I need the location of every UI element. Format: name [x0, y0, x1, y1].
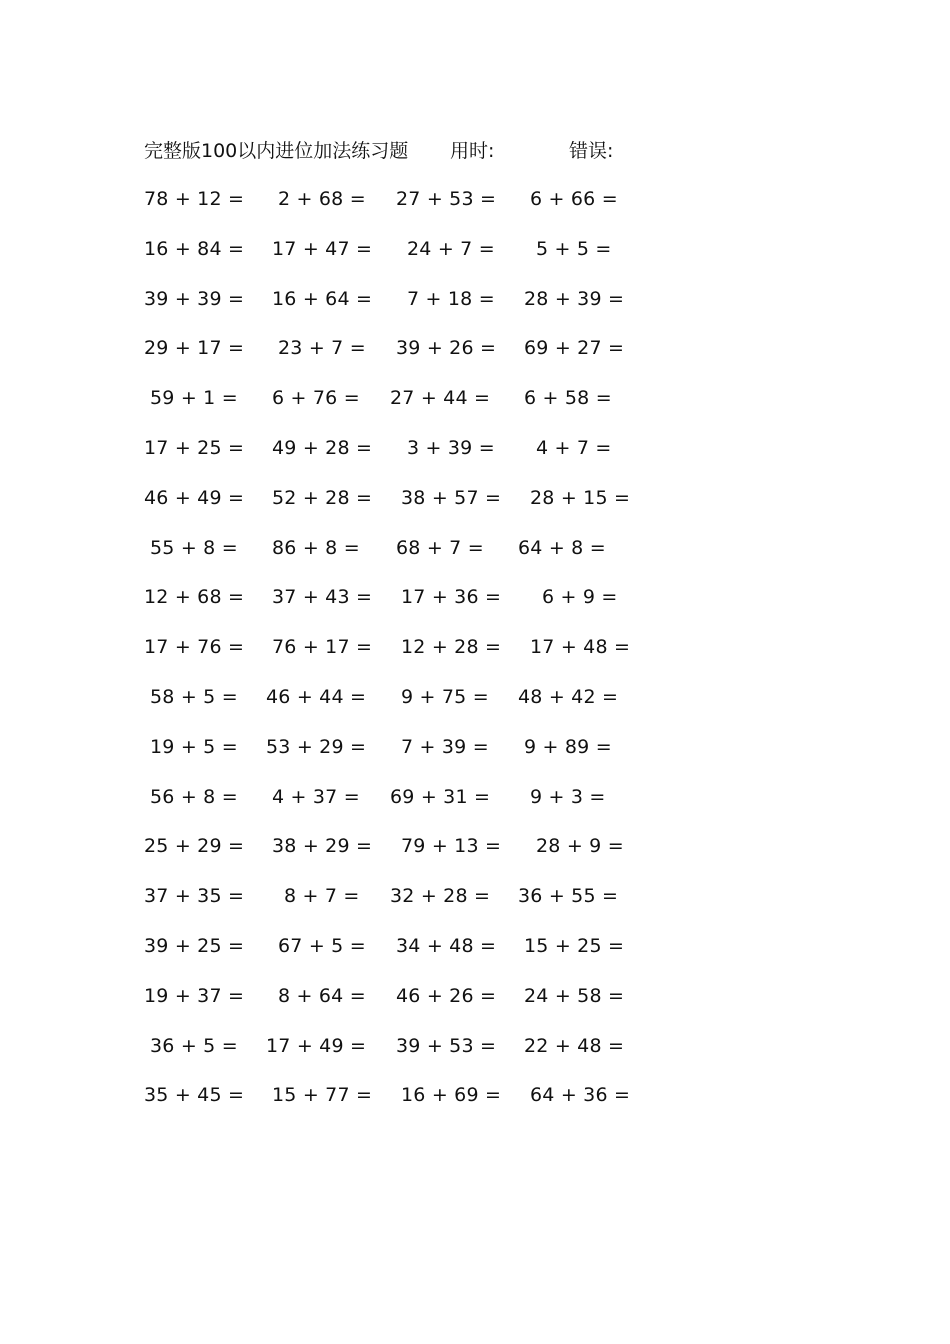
problem-row [0, 533, 950, 583]
addition-problem: 49 + 28 = [272, 436, 373, 459]
addition-problem: 46 + 26 = [396, 984, 497, 1007]
addition-problem: 19 + 5 = [150, 735, 238, 758]
addition-problem: 69 + 31 = [390, 785, 491, 808]
problem-row [0, 881, 950, 931]
addition-problem: 48 + 42 = [518, 685, 619, 708]
addition-problem: 15 + 77 = [272, 1084, 373, 1107]
addition-problem: 6 + 58 = [524, 387, 612, 410]
addition-problem: 78 + 12 = [144, 188, 245, 210]
addition-problem: 36 + 5 = [150, 1034, 238, 1057]
addition-problem: 38 + 29 = [272, 835, 373, 858]
problem-row [0, 782, 950, 832]
addition-problem: 16 + 64 = [272, 287, 373, 310]
problem-row [0, 284, 950, 334]
addition-problem: 67 + 5 = [278, 934, 366, 957]
addition-problem: 17 + 76 = [144, 636, 245, 659]
addition-problem: 7 + 39 = [401, 735, 489, 758]
addition-problem: 56 + 8 = [150, 785, 238, 808]
addition-problem: 52 + 28 = [272, 486, 373, 509]
problem-row [0, 632, 950, 682]
worksheet-title: 完整版100以内进位加法练习题 [144, 140, 409, 162]
problem-row [0, 483, 950, 533]
addition-problem: 27 + 44 = [390, 387, 491, 410]
problem-row [0, 184, 950, 234]
addition-problem: 39 + 26 = [396, 337, 497, 360]
addition-problem: 2 + 68 = [278, 188, 366, 210]
problem-row [0, 234, 950, 284]
addition-problem: 3 + 39 = [407, 436, 495, 459]
problem-row [0, 682, 950, 732]
addition-problem: 17 + 48 = [530, 636, 631, 659]
errors-label: 错误: [569, 140, 614, 162]
addition-problem: 28 + 39 = [524, 287, 625, 310]
addition-problem: 9 + 3 = [530, 785, 606, 808]
addition-problem: 76 + 17 = [272, 636, 373, 659]
problem-row [0, 931, 950, 981]
addition-problem: 79 + 13 = [401, 835, 502, 858]
addition-problem: 68 + 7 = [396, 536, 484, 559]
problem-row [0, 831, 950, 881]
addition-problem: 38 + 57 = [401, 486, 502, 509]
addition-problem: 58 + 5 = [150, 685, 238, 708]
addition-problem: 69 + 27 = [524, 337, 625, 360]
problem-row [0, 981, 950, 1031]
problem-row [0, 333, 950, 383]
addition-problem: 24 + 58 = [524, 984, 625, 1007]
addition-problem: 59 + 1 = [150, 387, 238, 410]
addition-problem: 86 + 8 = [272, 536, 360, 559]
time-used-label: 用时: [450, 140, 495, 162]
addition-problem: 32 + 28 = [390, 885, 491, 908]
addition-problem: 39 + 25 = [144, 934, 245, 957]
addition-problem: 6 + 66 = [530, 188, 618, 210]
addition-problem: 19 + 37 = [144, 984, 245, 1007]
problem-grid [0, 184, 950, 1130]
addition-problem: 46 + 49 = [144, 486, 245, 509]
addition-problem: 24 + 7 = [407, 237, 495, 260]
addition-problem: 9 + 75 = [401, 685, 489, 708]
addition-problem: 15 + 25 = [524, 934, 625, 957]
addition-problem: 46 + 44 = [266, 685, 367, 708]
addition-problem: 17 + 49 = [266, 1034, 367, 1057]
addition-problem: 55 + 8 = [150, 536, 238, 559]
problem-row [0, 1080, 950, 1130]
addition-problem: 64 + 8 = [518, 536, 606, 559]
addition-problem: 64 + 36 = [530, 1084, 631, 1107]
addition-problem: 39 + 53 = [396, 1034, 497, 1057]
addition-problem: 53 + 29 = [266, 735, 367, 758]
addition-problem: 6 + 76 = [272, 387, 360, 410]
addition-problem: 8 + 7 = [284, 885, 360, 908]
addition-problem: 36 + 55 = [518, 885, 619, 908]
addition-problem: 34 + 48 = [396, 934, 497, 957]
addition-problem: 28 + 9 = [536, 835, 624, 858]
addition-problem: 25 + 29 = [144, 835, 245, 858]
addition-problem: 8 + 64 = [278, 984, 366, 1007]
addition-problem: 28 + 15 = [530, 486, 631, 509]
addition-problem: 39 + 39 = [144, 287, 245, 310]
problem-row [0, 732, 950, 782]
addition-problem: 12 + 68 = [144, 586, 245, 609]
problem-row [0, 433, 950, 483]
addition-problem: 17 + 25 = [144, 436, 245, 459]
addition-problem: 22 + 48 = [524, 1034, 625, 1057]
addition-problem: 12 + 28 = [401, 636, 502, 659]
addition-problem: 23 + 7 = [278, 337, 366, 360]
problem-row [0, 383, 950, 433]
addition-problem: 5 + 5 = [536, 237, 612, 260]
problem-row [0, 1031, 950, 1081]
addition-problem: 17 + 36 = [401, 586, 502, 609]
addition-problem: 7 + 18 = [407, 287, 495, 310]
problem-row [0, 582, 950, 632]
addition-problem: 37 + 35 = [144, 885, 245, 908]
addition-problem: 4 + 37 = [272, 785, 360, 808]
addition-problem: 4 + 7 = [536, 436, 612, 459]
addition-problem: 29 + 17 = [144, 337, 245, 360]
addition-problem: 6 + 9 = [542, 586, 618, 609]
addition-problem: 9 + 89 = [524, 735, 612, 758]
addition-problem: 16 + 84 = [144, 237, 245, 260]
addition-problem: 16 + 69 = [401, 1084, 502, 1107]
addition-problem: 35 + 45 = [144, 1084, 245, 1107]
addition-problem: 27 + 53 = [396, 188, 497, 210]
addition-problem: 17 + 47 = [272, 237, 373, 260]
addition-problem: 37 + 43 = [272, 586, 373, 609]
